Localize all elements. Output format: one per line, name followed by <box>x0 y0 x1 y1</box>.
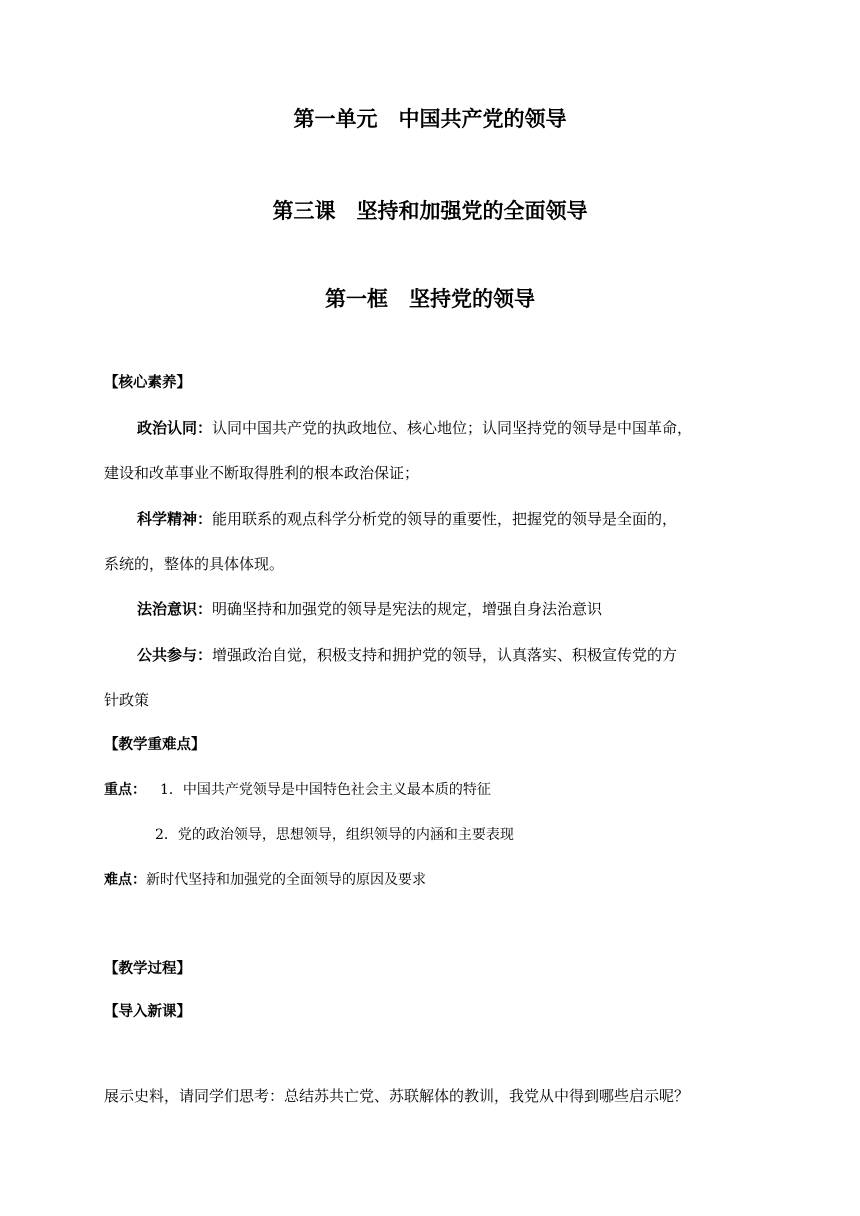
political-identity-text: 认同中国共产党的执政地位、核心地位；认同坚持党的领导是中国革命， <box>212 419 693 437</box>
scientific-spirit-line2: 系统的，整体的具体体现。 <box>104 555 285 573</box>
important-point-2: 2．党的政治领导，思想领导，组织领导的内涵和主要表现 <box>155 827 514 843</box>
difficult-label: 难点： <box>104 872 146 888</box>
lesson-title: 第三课 坚持和加强党的全面领导 <box>272 199 588 223</box>
political-identity-label: 政治认同 <box>137 419 198 437</box>
important-point-1-text: 1．中国共产党领导是中国特色社会主义最本质的特征 <box>160 782 491 798</box>
intro-text: 展示史料，请同学们思考：总结苏共亡党、苏联解体的教训，我党从中得到哪些启示呢？ <box>104 1087 690 1105</box>
difficult-point <box>104 869 426 891</box>
important-point-1 <box>104 779 491 801</box>
difficult-point-text: 新时代坚持和加强党的全面领导的原因及要求 <box>146 872 426 888</box>
public-participation-line2: 针政策 <box>104 691 150 709</box>
political-identity-line1 <box>137 417 692 439</box>
political-identity-line2: 建设和改革事业不断取得胜利的根本政治保证； <box>104 464 420 482</box>
unit-title: 第一单元 中国共产党的领导 <box>293 107 567 131</box>
core-literacy-heading: 【核心素养】 <box>104 375 191 391</box>
rule-of-law-sep: ： <box>197 600 213 618</box>
rule-of-law-label: 法治意识 <box>137 600 198 618</box>
key-points-heading: 【教学重难点】 <box>104 737 206 753</box>
rule-of-law-line1 <box>137 598 602 620</box>
public-participation-text: 增强政治自觉，积极支持和拥护党的领导，认真落实、积极宣传党的方 <box>212 646 678 664</box>
teaching-process-heading: 【教学过程】 <box>104 961 191 977</box>
public-participation-line1 <box>137 644 677 666</box>
political-identity-sep: ： <box>197 419 213 437</box>
frame-title: 第一框 坚持党的领导 <box>325 287 535 311</box>
intro-heading: 【导入新课】 <box>104 1004 191 1020</box>
public-participation-label: 公共参与 <box>137 646 198 664</box>
public-participation-sep: ： <box>197 646 213 664</box>
rule-of-law-text: 明确坚持和加强党的领导是宪法的规定，增强自身法治意识 <box>212 600 603 618</box>
important-label: 重点： <box>104 782 146 798</box>
scientific-spirit-sep: ： <box>197 510 213 528</box>
scientific-spirit-text: 能用联系的观点科学分析党的领导的重要性，把握党的领导是全面的， <box>212 510 678 528</box>
scientific-spirit-label: 科学精神 <box>137 510 198 528</box>
scientific-spirit-line1 <box>137 508 677 530</box>
